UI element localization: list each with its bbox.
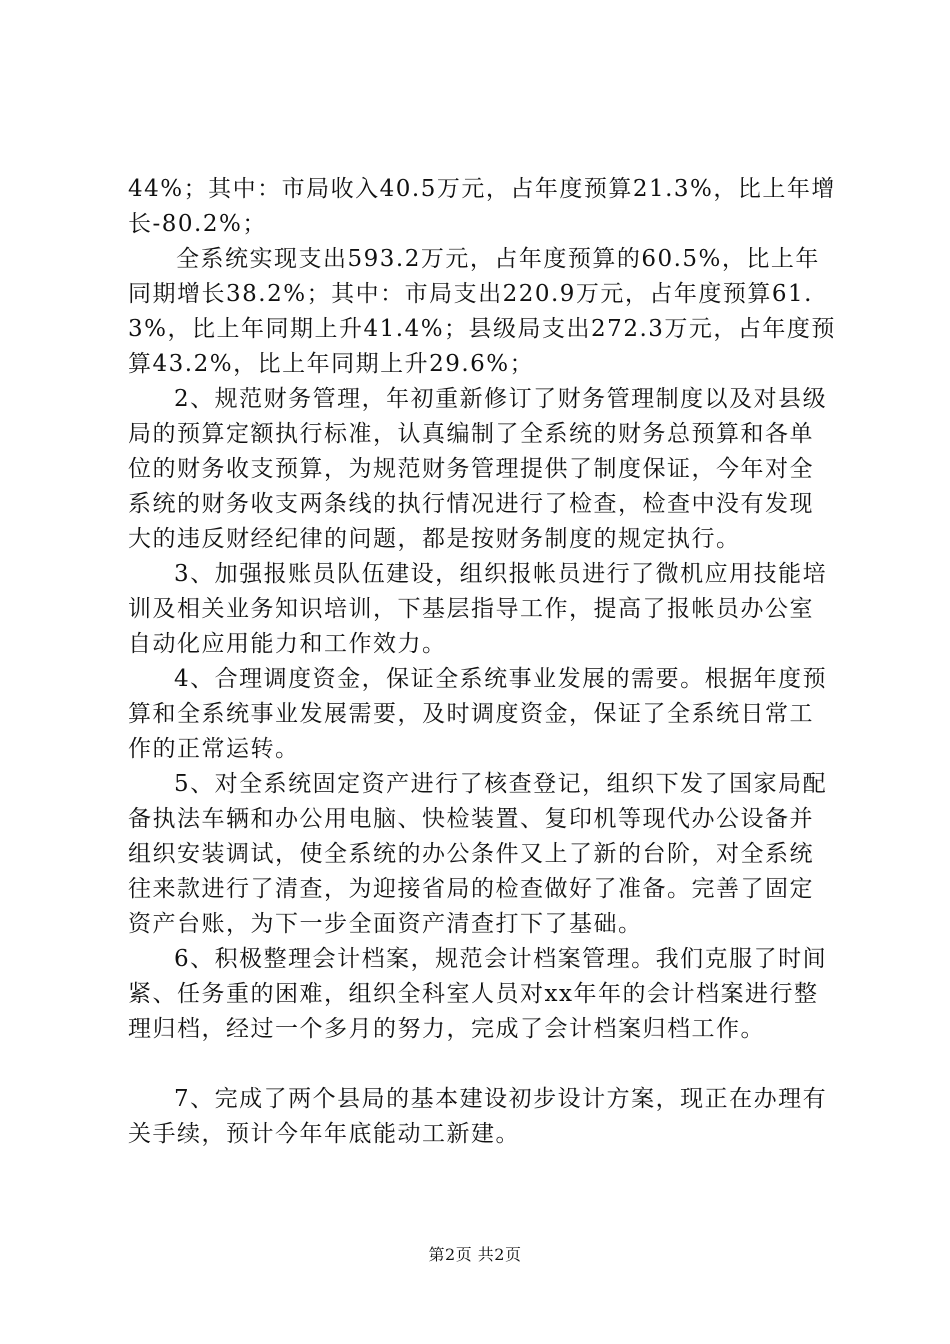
paragraph-item-4: 4、合理调度资金，保证全系统事业发展的需要。根据年度预算和全系统事业发展需要，及时调度资金，保证了全系统日常工作的正常运转。 — [128, 666, 828, 762]
paragraph-item-5: 5、对全系统固定资产进行了核查登记，组织下发了国家局配备执法车辆和办公用电脑、快检装置、复印机等现代办公设备并组织安装调试，使全系统的办公条件又上了新的台阶，对全系统往来款进行了清查，为迎接省局的检查做好了准备。完善了固定资产台账，为下一步全面资产清查打下了基础。 — [128, 771, 828, 937]
paragraph-item-3: 3、加强报账员队伍建设，组织报帐员进行了微机应用技能培训及相关业务知识培训，下基层指导工作，提高了报帐员办公室自动化应用能力和工作效力。 — [128, 561, 828, 657]
paragraph-item-7: 7、完成了两个县局的基本建设初步设计方案，现正在办理有关手续，预计今年年底能动工新建。 — [128, 1086, 828, 1147]
paragraph-item-6: 6、积极整理会计档案，规范会计档案管理。我们克服了时间紧、任务重的困难，组织全科室人员对xx年年的会计档案进行整理归档，经过一个多月的努力，完成了会计档案归档工作。 — [128, 946, 828, 1042]
paragraph-expenditure-summary: 全系统实现支出593.2万元，占年度预算的60.5%，比上年同期增长38.2%；其中：市局支出220.9万元，占年度预算61.3%，比上年同期上升41.4%；县级局支出272.3万元，占年度预算43.2%，比上年同期上升29.6%； — [128, 246, 836, 377]
paragraph-item-2: 2、规范财务管理，年初重新修订了财务管理制度以及对县级局的预算定额执行标准，认真编制了全系统的财务总预算和各单位的财务收支预算，为规范财务管理提供了制度保证，今年对全系统的财务收支两条线的执行情况进行了检查，检查中没有发现大的违反财经纪律的问题，都是按财务制度的规定执行。 — [128, 386, 828, 552]
paragraph-income-summary: 44%；其中：市局收入40.5万元，占年度预算21.3%，比上年增长-80.2%； — [128, 176, 836, 237]
document-body — [128, 172, 838, 1152]
page-footer: 第2页 共2页 — [428, 1245, 522, 1264]
